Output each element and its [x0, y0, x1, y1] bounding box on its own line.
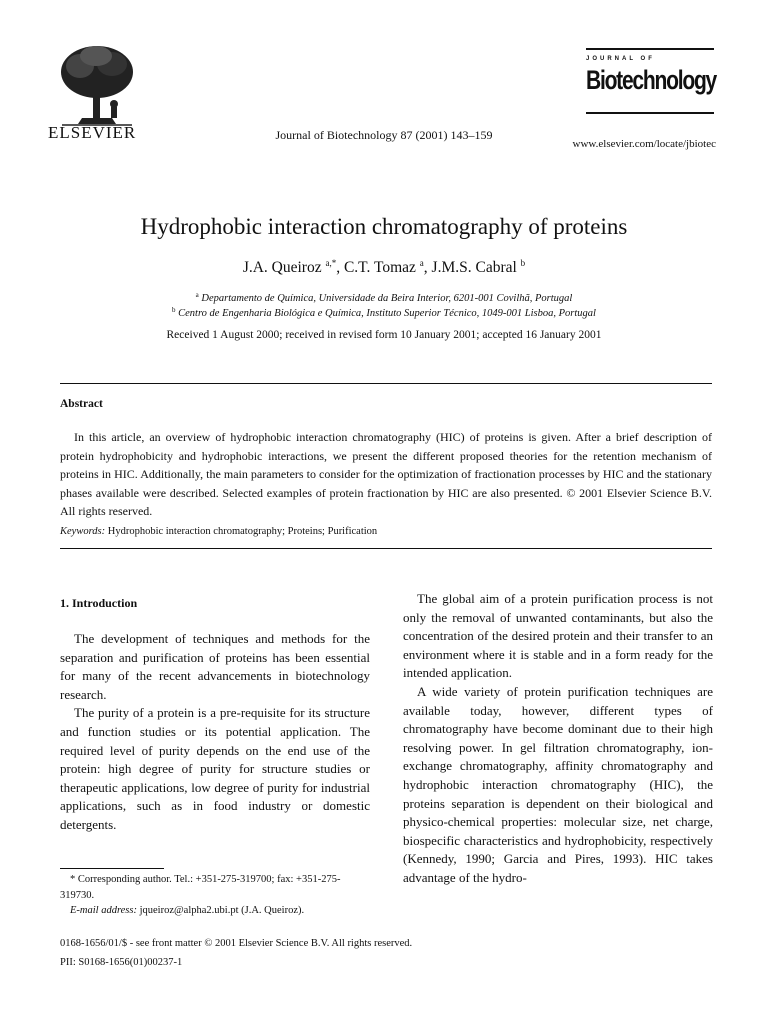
footnote: [60, 872, 370, 919]
affiliation-text: Departamento de Química, Universidade da Beira Interior, 6201-001 Covilhã, Portugal: [201, 293, 573, 304]
masthead-small-text: JOURNAL OF: [586, 56, 655, 62]
journal-reference: Journal of Biotechnology 87 (2001) 143–159: [275, 128, 493, 142]
journal-masthead: [586, 48, 717, 128]
footnote-rule: [60, 868, 164, 869]
email-label: E-mail address:: [70, 905, 137, 916]
email-address: jqueiroz@alpha2.ubi.pt (J.A. Queiroz).: [139, 905, 305, 916]
pii-line: PII: S0168-1656(01)00237-1: [60, 957, 183, 968]
publisher-name: ELSEVIER: [48, 123, 137, 142]
paragraph: The purity of a protein is a pre-requisite for its structure and function studies or its potential application. The required level of purity depends on the end use of the protein: high degree of purity for structure studies or therapeutic applications, low degree of purity for industrial applications, such as in food industry or domestic detergents.: [60, 705, 370, 832]
abstract-text: In this article, an overview of hydrophobic interaction chromatography (HIC) of proteins is given. After a brief description of protein hydrophobicity and hydrophobic interactions, we present the different proposed theories for the retention mechanism of proteins in HIC. Additionally, the main parameters to consider for the optimization of fractionation processes by HIC and the stationary phases available were described. Selected examples of protein fractionation by HIC are also presented. © 2001 Elsevier Science B.V. All rights reserved.: [60, 430, 712, 518]
author-name: J.M.S. Cabral: [431, 259, 517, 276]
masthead-rule-bottom: [586, 112, 714, 114]
abstract-heading: Abstract: [60, 398, 103, 410]
left-column: [60, 630, 370, 835]
affiliation-mark: a: [195, 291, 199, 299]
corresponding-author: * Corresponding author. Tel.: +351-275-319700; fax: +351-275-319730.: [60, 874, 341, 901]
received-dates: Received 1 August 2000; received in revised form 10 January 2001; accepted 16 January 2001: [166, 329, 602, 341]
keywords-label: Keywords:: [60, 526, 106, 537]
author-affiliation-mark: a: [419, 258, 424, 268]
author-list: J.A. Queiroz $^{a,*}$, C.T. Tomaz $^a$, J.M.S. Cabral $^b$: [242, 258, 526, 276]
divider: [60, 548, 712, 549]
affiliation-b: [0, 306, 768, 319]
right-column: [403, 590, 713, 888]
section-heading: 1. Introduction: [60, 596, 138, 610]
author-affiliation-mark: b: [520, 258, 526, 268]
keywords-list: Hydrophobic interaction chromatography; Proteins; Purification: [107, 526, 378, 537]
author-name: C.T. Tomaz: [343, 259, 416, 276]
author-name: J.A. Queiroz: [242, 259, 322, 276]
affiliation-text: Centro de Engenharia Biológica e Química, Instituto Superior Técnico, 1049-001 Lisboa, Portugal: [178, 308, 596, 319]
article-title: Hydrophobic interaction chromatography of proteins: [140, 214, 628, 239]
elsevier-tree-logo-icon: [58, 44, 136, 126]
affiliation-a: [0, 291, 768, 304]
masthead-rule-top: [586, 48, 714, 50]
divider: [60, 383, 712, 384]
author-affiliation-mark: a,*: [325, 258, 337, 268]
keywords: [60, 526, 377, 537]
paragraph: The development of techniques and methods for the separation and purification of proteins has been essential for many of the recent advancements in biotechnology research.: [60, 631, 370, 702]
masthead-journal-name: Biotechnology: [586, 65, 717, 95]
paragraph: The global aim of a protein purification process is not only the removal of unwanted contaminants, but also the concentration of the desired protein and their transfer to an environment where it is stable and in a form ready for the intended application.: [403, 591, 713, 681]
copyright-line: 0168-1656/01/$ - see front matter © 2001 Elsevier Science B.V. All rights reserved.: [60, 938, 413, 949]
journal-url-link[interactable]: www.elsevier.com/locate/jbiotec: [572, 138, 716, 150]
affiliation-mark: b: [172, 306, 176, 314]
paragraph: A wide variety of protein purification techniques are available today, however, different types of chromatography have become dominant due to their high resolving power. In gel filtration chromatography, ion-exchange chromatography, affinity chromatography and hydrophobic interaction chromatography (HIC), the proteins separation is dependent on their biological and physico-chemical properties: molecular size, net charge, biospecific characteristics and hydrophobicity, respectively (Kennedy, 1990; Garcia and Pires, 1993). HIC takes advantage of the hydro-: [403, 683, 713, 885]
